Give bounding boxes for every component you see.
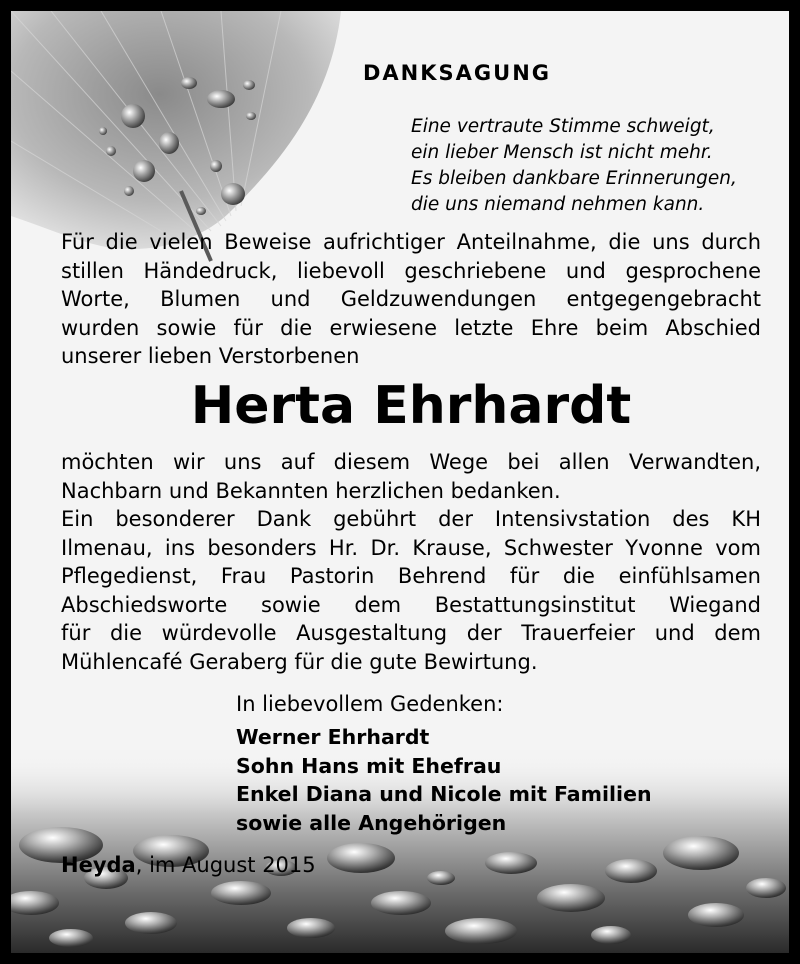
poem-line: ein lieber Mensch ist nicht mehr. (411, 142, 713, 163)
thanks-line: Mühlencafé Geraberg für die gute Bewirtung. (61, 649, 538, 674)
poem-line: Es bleiben dankbare Erinnerungen, (411, 168, 737, 189)
intro-paragraph (61, 228, 761, 371)
thanks-line: Ein besonderer Dank gebührt der Intensivstation des KH (61, 507, 761, 531)
date-text: , im August 2015 (135, 853, 316, 877)
heading-danksagung: DANKSAGUNG (363, 61, 552, 85)
deceased-name: Herta Ehrhardt (190, 376, 632, 436)
thanks-line: Pflegedienst, Frau Pastorin Behrend für die einfühlsamen (61, 564, 761, 588)
signer: sowie alle Angehörigen (236, 810, 507, 835)
intro-line: unserer lieben Verstorbenen (61, 344, 360, 368)
signer: Werner Ehrhardt (236, 725, 430, 749)
intro-line: wurden sowie für die erwiesene letzte Ehre beim Abschied (61, 315, 761, 340)
place-name: Heyda (61, 853, 136, 877)
thanks-paragraph (61, 448, 761, 676)
thanks-line: Nachbarn und Bekannten herzlichen bedanken. (61, 478, 561, 503)
thanks-line: für die würdevolle Ausgestaltung der Trauerfeier und dem (61, 621, 761, 645)
poem-line: Eine vertraute Stimme schweigt, (411, 116, 715, 137)
poem-line: die uns niemand nehmen kann. (411, 194, 705, 215)
memorial-poem (411, 114, 737, 218)
thanks-line: Ilmenau, ins besonders Hr. Dr. Krause, Schwester Yvonne vom (61, 535, 761, 560)
signer: Sohn Hans mit Ehefrau (236, 753, 502, 778)
intro-line: Worte, Blumen und Geldzuwendungen entgegengebracht (61, 287, 761, 311)
signer: Enkel Diana und Nicole mit Familien (236, 782, 652, 806)
intro-line: Für die vielen Beweise aufrichtiger Anteilnahme, die uns durch (61, 230, 761, 254)
place-date (61, 851, 316, 879)
thanks-line: Abschiedsworte sowie dem Bestattungsinstitut Wiegand (61, 592, 761, 617)
intro-line: stillen Händedruck, liebevoll geschriebene und gesprochene (61, 258, 761, 283)
thanks-line: möchten wir uns auf diesem Wege bei allen Verwandten, (61, 450, 761, 474)
closing-phrase: In liebevollem Gedenken: (236, 692, 504, 716)
signers-list (236, 723, 652, 837)
